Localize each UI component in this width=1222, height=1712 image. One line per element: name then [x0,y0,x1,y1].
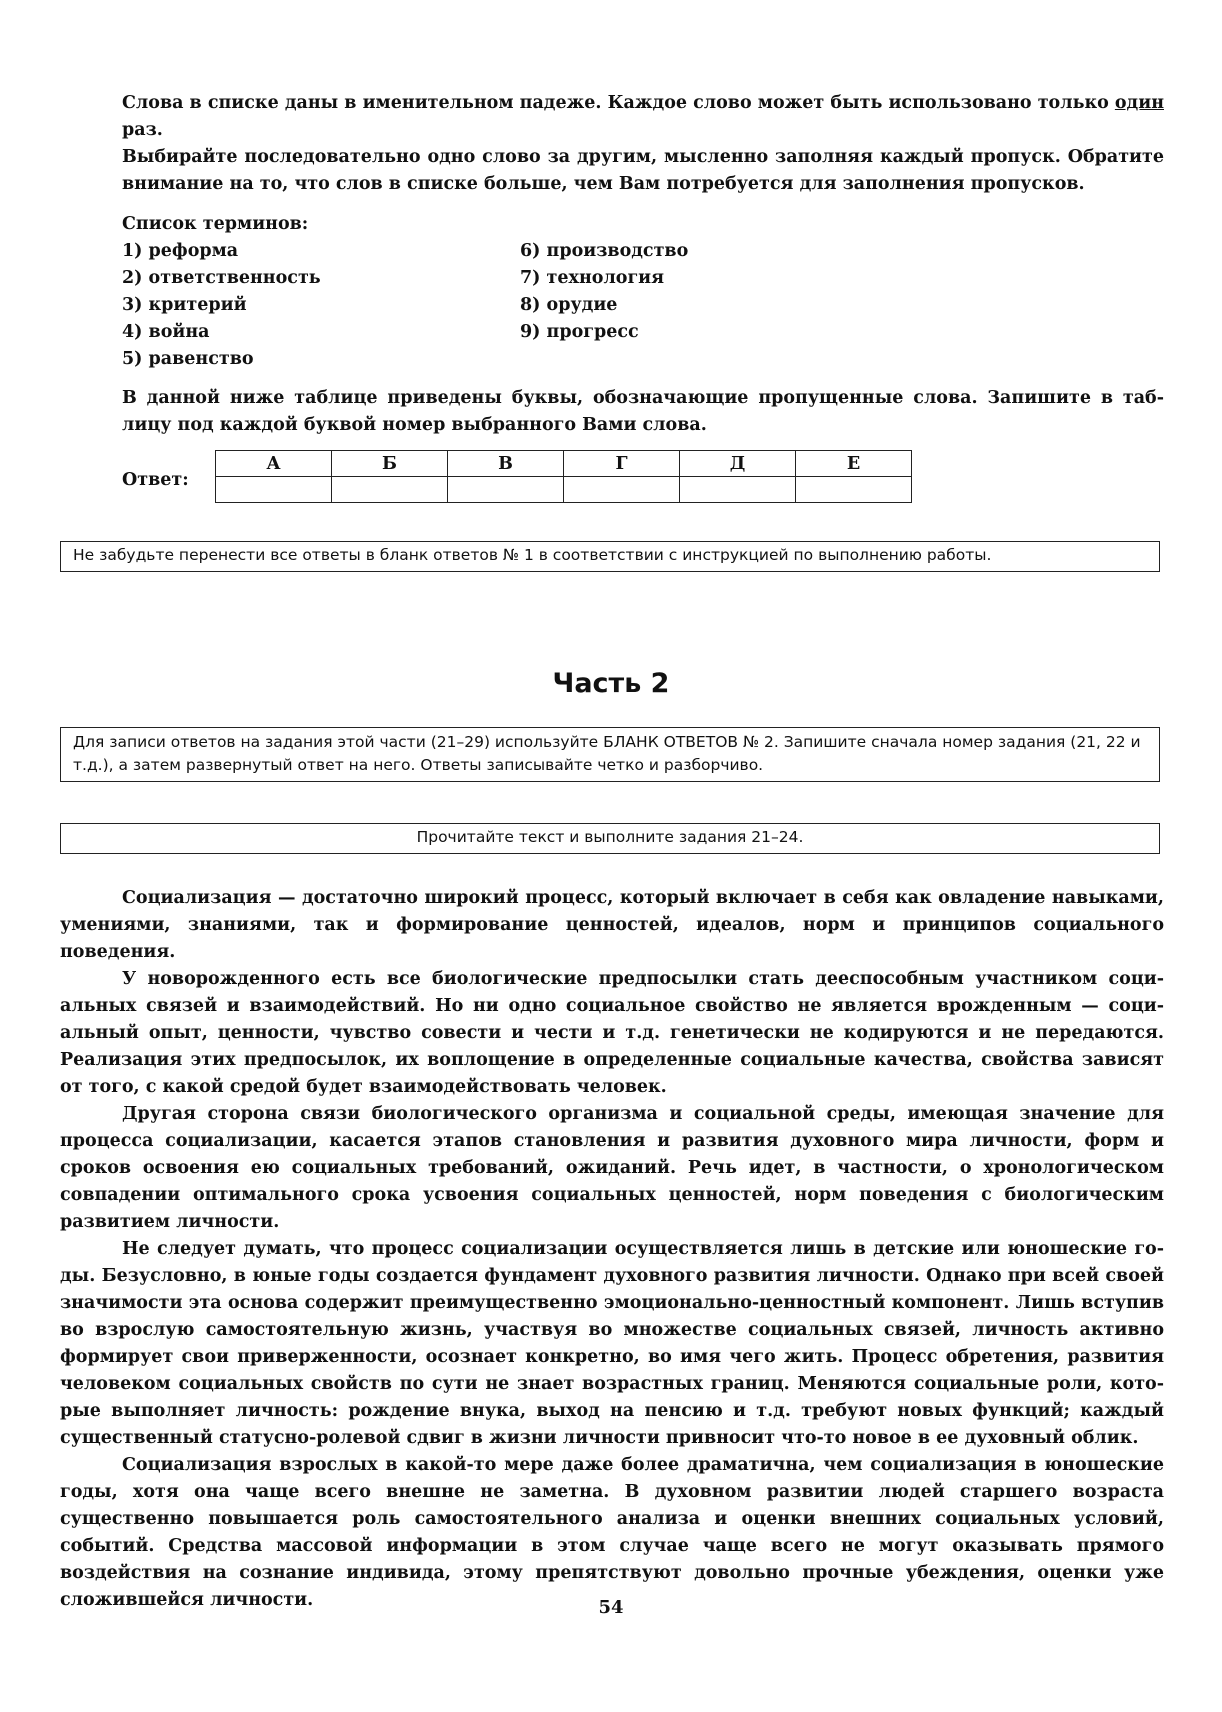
answer-letter-e: Е [796,451,912,477]
answer-letter-b: Б [332,451,448,477]
answer-label: Ответ: [122,470,189,490]
answer-letter-v: В [448,451,564,477]
underlined-word: один [1114,93,1164,113]
answer-letter-a: А [216,451,332,477]
reading-paragraph: Социализация — достаточно широкий процесс, который включает в себя как овладение навыками, умениями, знаниями, так и формирование ценностей, идеалов, норм и принципов социального поведения. [60,888,1164,962]
answer-letter-d: Д [680,451,796,477]
answer-cell-g[interactable] [564,477,680,503]
term-item: 4) война [122,322,210,342]
term-item: 5) равенство [122,349,254,369]
term-item: 9) прогресс [520,322,639,342]
part-title: Часть 2 [552,668,670,699]
read-task-box: Прочитайте текст и выполните задания 21–24. [60,823,1160,854]
terms-list-right [520,238,920,346]
answer-cell-v[interactable] [448,477,564,503]
reading-paragraph: Другая сторона связи биологического организма и социальной среды, имеющая значение для процесса социализации, касается этапов становления и развития духовного мира личности, форм и сроков освоения ею социальных требований, ожиданий. Речь идет, в частности, о хронологическом совпадении оптимального срока усвоения социальных ценностей, норм поведения с биологическим развитием личности. [60,1104,1164,1232]
term-item: 2) ответственность [122,268,321,288]
term-item: 1) реформа [122,241,239,261]
part-instruction-box: Для записи ответов на задания этой части (21–29) используйте БЛАНК ОТВЕТОВ № 2. Запишите сначала номер задания (21, 22 и т.д.), а затем развернутый ответ на него. Ответы записывайте четко и разборчиво. [60,727,1160,782]
instruction-paragraph-2: Выбирайте последовательно одно слово за другим, мысленно заполняя каждый пропуск. Обратите внимание на то, что слов в списке больше, чем Вам потребуется для заполнения пропусков. [122,147,1164,194]
term-item: 8) орудие [520,295,618,315]
answer-cell-a[interactable] [216,477,332,503]
reading-paragraph: У новорожденного есть все биологические предпосылки стать дееспособным участником социальных связей и взаимодействий. Но ни одно социальное свойство не является врожденным — социальный опыт, ценности, чувство совести и чести и т.д. генетически не кодируются и не передаются. Реализация этих предпосылок, их воплощение в определенные социальные качества, свойства зависят от того, с какой средой будет взаимодействовать человек. [60,969,1164,1097]
reading-paragraph: Не следует думать, что процесс социализации осуществляется лишь в детские или юношеские годы. Безусловно, в юные годы создается фундамент духовного развития личности. Однако при всей своей значимости эта основа содержит преимущественно эмоционально-ценностный компонент. Лишь вступив во взрослую самостоятельную жизнь, участвуя во множестве социальных связей, личность активно формирует свои приверженности, осознает конкретно, во имя чего жить. Процесс обретения, развития человеком социальных свойств по сути не знает возрастных границ. Меняются социальные роли, которые выполняет личность: рождение внука, выход на пенсию и т.д. требуют новых функций; каждый существенный статусно-ролевой сдвиг в жизни личности привносит что-то новое в ее духовный облик. [60,1239,1164,1448]
reminder-box: Не забудьте перенести все ответы в бланк ответов № 1 в соответствии с инструкцией по выполнению работы. [60,541,1160,572]
instruction-paragraph-1: Слова в списке даны в именительном падеже. Каждое слово может быть использовано только один раз. [122,93,1164,140]
reading-paragraph: Социализация взрослых в какой-то мере даже более драматична, чем социализация в юношеские годы, хотя она чаще всего внешне не заметна. В духовном развитии людей старшего возраста существенно повышается роль самостоятельного анализа и оценки внешних социальных условий, событий. Средства массовой информации в этом случае чаще всего не могут оказывать прямого воздействия на сознание индивида, этому препятствуют довольно прочные убеждения, оценки уже сложившейся личности. [60,1455,1164,1610]
page-number: 54 [598,1597,624,1618]
answer-table [215,450,912,503]
instructions-block [122,90,1164,198]
term-item: 3) критерий [122,295,247,315]
answer-cell-b[interactable] [332,477,448,503]
answer-letters-row [216,451,912,477]
answer-letter-g: Г [564,451,680,477]
answer-cell-d[interactable] [680,477,796,503]
answer-input-row [216,477,912,503]
reading-text [60,885,1164,1614]
terms-list-title: Список терминов: [122,214,309,234]
terms-list-left [122,238,502,373]
term-item: 6) производство [520,241,689,261]
term-item: 7) технология [520,268,665,288]
answer-cell-e[interactable] [796,477,912,503]
table-instruction: В данной ниже таблице приведены буквы, обозначающие пропущенные слова. Запишите в таблицу под каждой буквой номер выбранного Вами слова. [122,388,1164,435]
